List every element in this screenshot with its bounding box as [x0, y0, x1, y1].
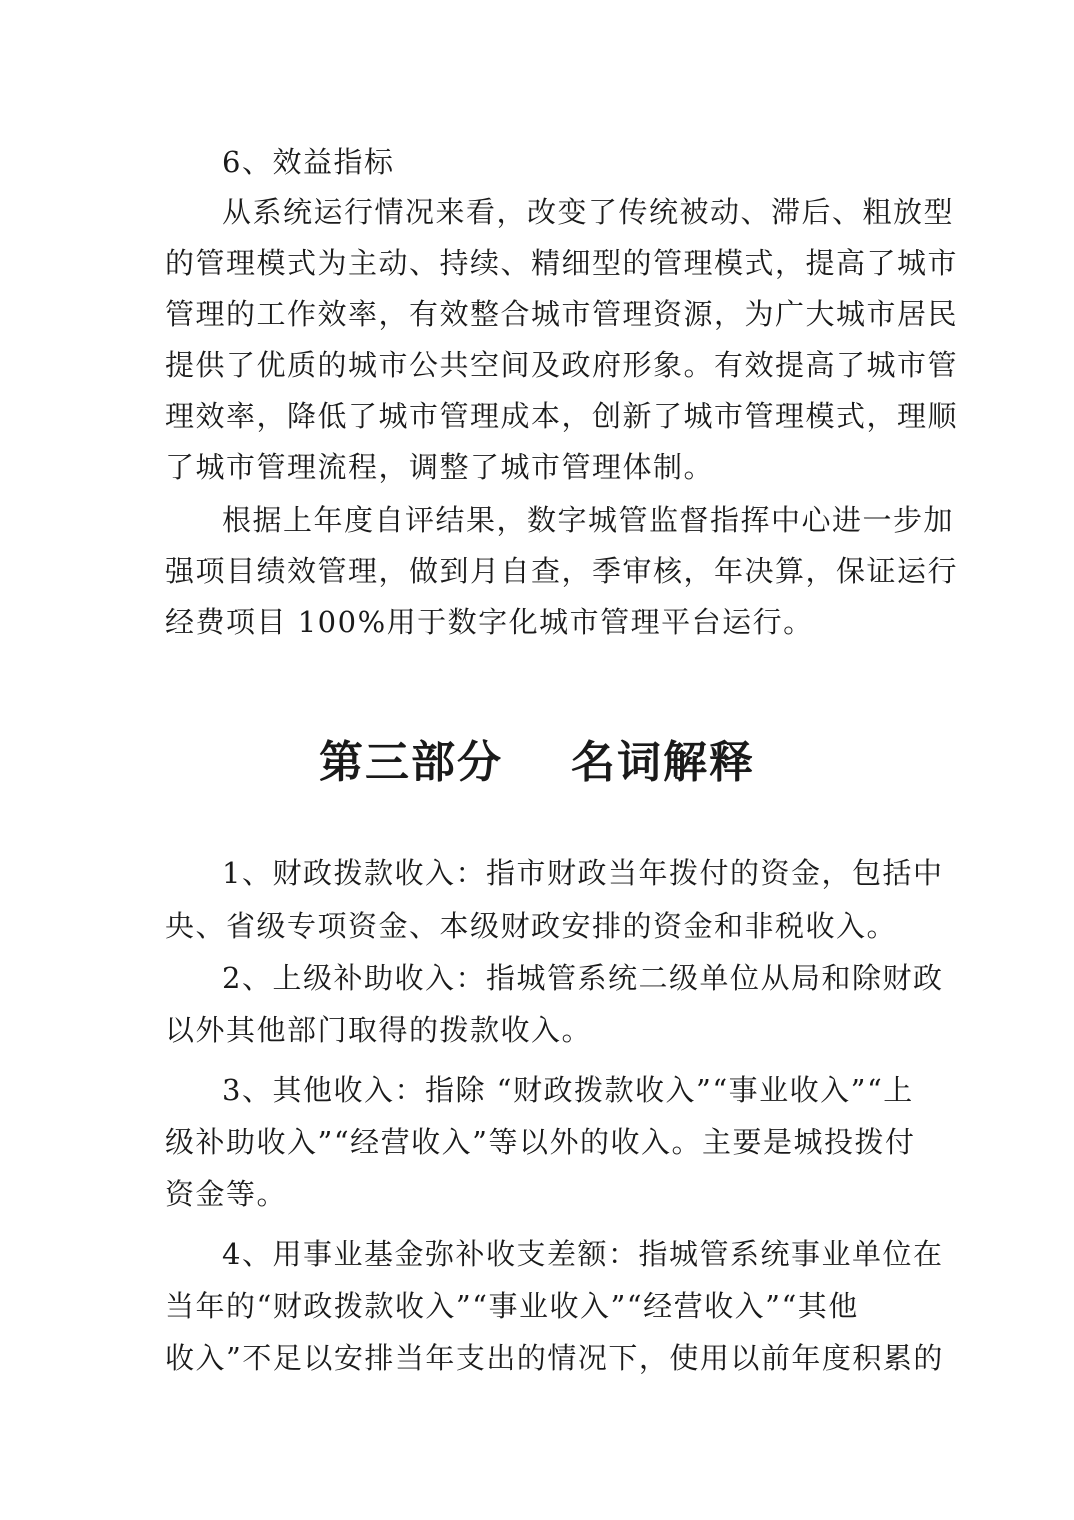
paragraph-line: 根据上年度自评结果，数字城管监督指挥中心进一步加 [222, 503, 955, 537]
term-line: 3、其他收入：指除 “财政拨款收入”“事业收入”“上 [222, 1073, 914, 1107]
paragraph-line: 了城市管理流程，调整了城市管理体制。 [165, 450, 715, 484]
term-line: 央、省级专项资金、本级财政安排的资金和非税收入。 [165, 909, 898, 943]
section-heading-benefit-indicators: 6、效益指标 [222, 145, 395, 179]
term-line: 2、上级补助收入：指城管系统二级单位从局和除财政 [222, 961, 944, 995]
part-three-label: 第三部分 [319, 737, 503, 788]
glossary-label: 名词解释 [571, 737, 755, 788]
paragraph-line: 提供了优质的城市公共空间及政府形象。有效提高了城市管 [165, 348, 959, 382]
term-line: 资金等。 [165, 1177, 288, 1211]
term-line: 级补助收入”“经营收入”等以外的收入。主要是城投拨付 [165, 1125, 916, 1159]
term-line: 4、用事业基金弥补收支差额：指城管系统事业单位在 [222, 1237, 944, 1271]
paragraph-line: 从系统运行情况来看，改变了传统被动、滞后、粗放型 [222, 195, 955, 229]
term-line: 1、财政拨款收入：指市财政当年拨付的资金，包括中 [222, 856, 944, 890]
paragraph-line: 的管理模式为主动、持续、精细型的管理模式，提高了城市 [165, 246, 959, 280]
term-line: 收入”不足以安排当年支出的情况下，使用以前年度积累的 [165, 1341, 944, 1375]
term-line: 当年的“财政拨款收入”“事业收入”“经营收入”“其他 [165, 1289, 859, 1323]
part-three-title [0, 735, 1074, 791]
paragraph-line: 理效率，降低了城市管理成本，创新了城市管理模式，理顺 [165, 399, 959, 433]
paragraph-line: 强项目绩效管理，做到月自查，季审核，年决算，保证运行 [165, 554, 959, 588]
paragraph-line: 经费项目 100%用于数字化城市管理平台运行。 [165, 605, 814, 639]
paragraph-line: 管理的工作效率，有效整合城市管理资源，为广大城市居民 [165, 297, 959, 331]
term-line: 以外其他部门取得的拨款收入。 [165, 1013, 593, 1047]
